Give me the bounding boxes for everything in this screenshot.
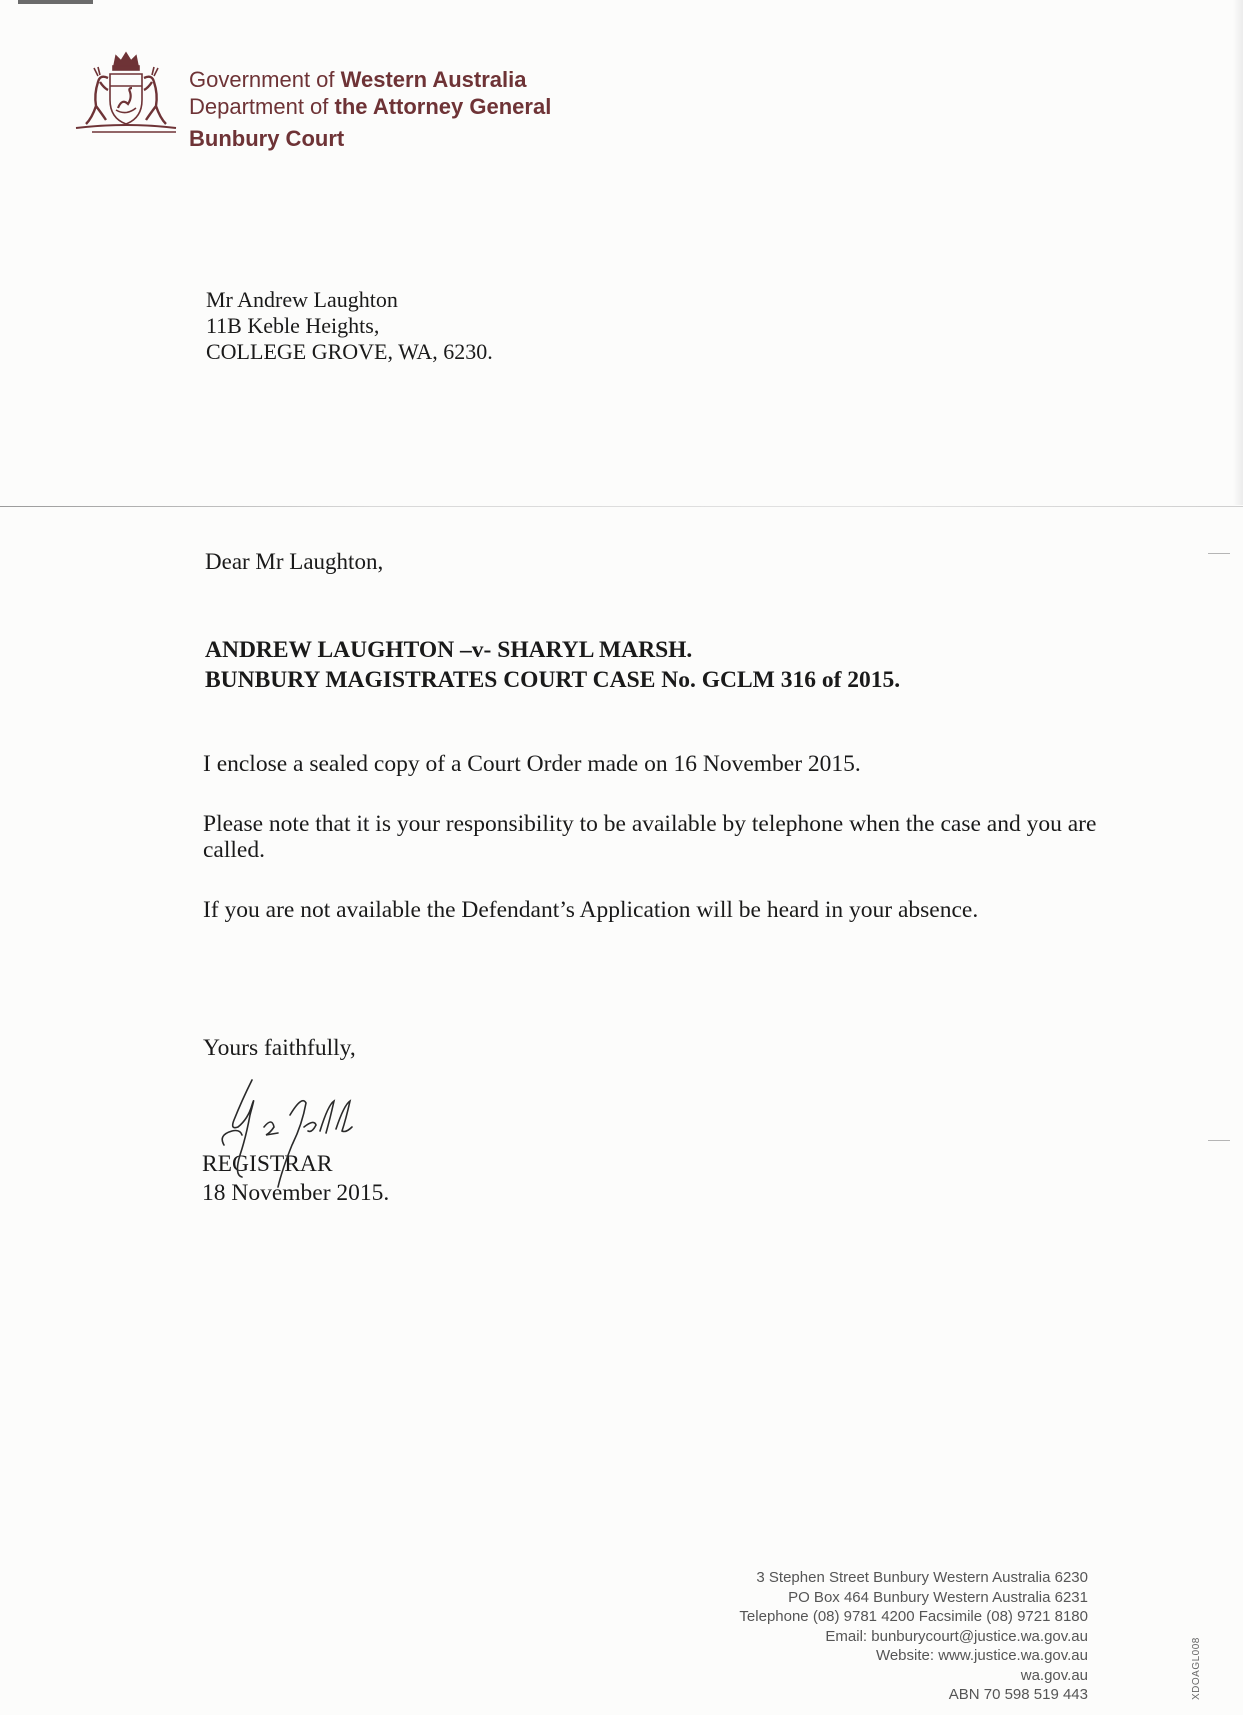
footer-gov-site: wa.gov.au <box>1020 1666 1088 1684</box>
footer-street-address: 3 Stephen Street Bunbury Western Australia 6230 <box>756 1569 1088 1586</box>
government-name: Western Australia <box>340 67 527 92</box>
signoff-title: REGISTRAR <box>202 1151 333 1177</box>
department-name: the Attorney General <box>334 94 552 119</box>
salutation: Dear Mr Laughton, <box>205 549 384 574</box>
department-prefix: Department of <box>189 94 329 119</box>
enclosure-paragraph: I enclose a sealed copy of a Court Order made on 16 November 2015. <box>203 751 861 777</box>
footer-abn: ABN 70 598 519 443 <box>948 1686 1088 1703</box>
fold-tick-mark <box>1208 553 1230 554</box>
department-line <box>189 93 551 120</box>
footer-postal-address: PO Box 464 Bunbury Western Australia 6231 <box>788 1588 1088 1606</box>
page-edge-mark <box>18 0 93 4</box>
letterhead <box>189 66 551 152</box>
responsibility-paragraph: Please note that it is your responsibility to be available by telephone when the case and you are called. <box>203 811 1097 863</box>
government-line <box>189 66 551 93</box>
recipient-locality: COLLEGE GROVE, WA, 6230. <box>206 339 493 364</box>
recipient-name: Mr Andrew Laughton <box>206 287 398 312</box>
absence-paragraph: If you are not available the Defendant’s Application will be heard in your absence. <box>203 897 979 923</box>
closing: Yours faithfully, <box>203 1035 356 1061</box>
handwritten-signature <box>212 1075 382 1195</box>
signoff-date: 18 November 2015. <box>202 1180 390 1206</box>
case-parties: ANDREW LAUGHTON –v- SHARYL MARSH. <box>205 637 693 663</box>
government-prefix: Government of <box>189 67 335 92</box>
case-heading <box>205 635 900 695</box>
footer-contact <box>739 1568 1088 1705</box>
recipient-address <box>206 287 493 365</box>
case-number: BUNBURY MAGISTRATES COURT CASE No. GCLM 316 of 2015. <box>205 667 901 693</box>
fold-tick-mark <box>1208 1140 1230 1141</box>
form-code: XDOAGL008 <box>1191 1637 1202 1700</box>
footer-website: Website: www.justice.wa.gov.au <box>875 1647 1088 1664</box>
paper-fold-line <box>0 506 1243 507</box>
page-edge-shade <box>1233 0 1243 505</box>
footer-phone-fax: Telephone (08) 9781 4200 Facsimile (08) 9721 8180 <box>739 1608 1088 1625</box>
recipient-street: 11B Keble Heights, <box>206 313 380 338</box>
footer-email: Email: bunburycourt@justice.wa.gov.au <box>825 1627 1088 1645</box>
court-name: Bunbury Court <box>189 126 345 151</box>
coat-of-arms-icon <box>72 48 180 134</box>
